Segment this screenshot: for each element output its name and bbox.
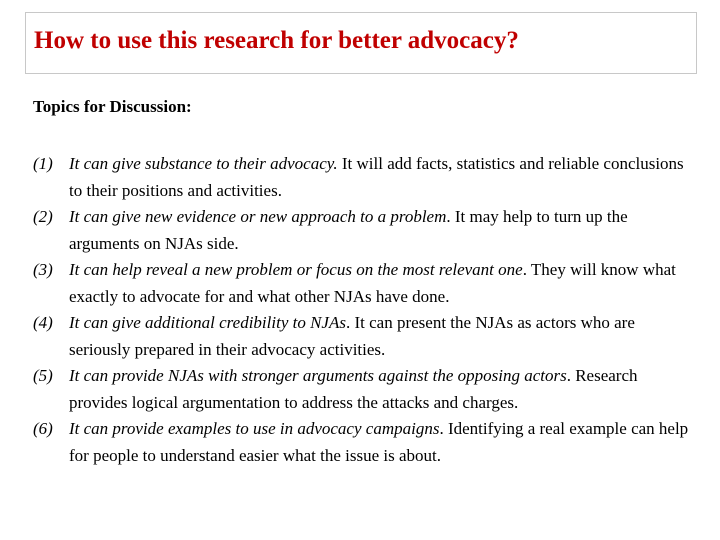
title-box: [25, 12, 697, 74]
list-item: [33, 204, 693, 257]
discussion-list: [33, 151, 693, 469]
list-item: [33, 310, 693, 363]
item-text: . Research provides logical argumentation to address the attacks and charges.: [69, 366, 638, 412]
item-text: . They will know what exactly to advocate for and what other NJAs have done.: [69, 260, 676, 306]
item-text: . It may help to turn up the arguments on NJAs side.: [69, 207, 628, 253]
item-number: (1): [33, 154, 53, 173]
item-emphasis: It can help reveal a new problem or focus on the most relevant one: [69, 260, 523, 279]
item-emphasis: It can give additional credibility to NJAs: [69, 313, 346, 332]
list-item: [33, 416, 693, 469]
slide-title: How to use this research for better advocacy?: [34, 27, 519, 54]
topics-heading: Topics for Discussion:: [33, 97, 192, 116]
item-text: . Identifying a real example can help for people to understand easier what the issue is about.: [69, 419, 689, 465]
item-emphasis: It can give substance to their advocacy.: [69, 154, 338, 173]
item-number: (2): [33, 207, 53, 226]
item-emphasis: It can provide NJAs with stronger arguments against the opposing actors: [69, 366, 567, 385]
item-emphasis: It can give new evidence or new approach to a problem: [69, 207, 447, 226]
item-number: (5): [33, 366, 53, 385]
list-item: [33, 151, 693, 204]
list-item: [33, 257, 693, 310]
item-text: It will add facts, statistics and reliable conclusions to their positions and activities.: [69, 154, 684, 200]
item-text: . It can present the NJAs as actors who are seriously prepared in their advocacy activities.: [69, 313, 635, 359]
item-number: (6): [33, 419, 53, 438]
list-item: [33, 363, 693, 416]
item-number: (3): [33, 260, 53, 279]
item-number: (4): [33, 313, 53, 332]
item-emphasis: It can provide examples to use in advocacy campaigns: [69, 419, 440, 438]
